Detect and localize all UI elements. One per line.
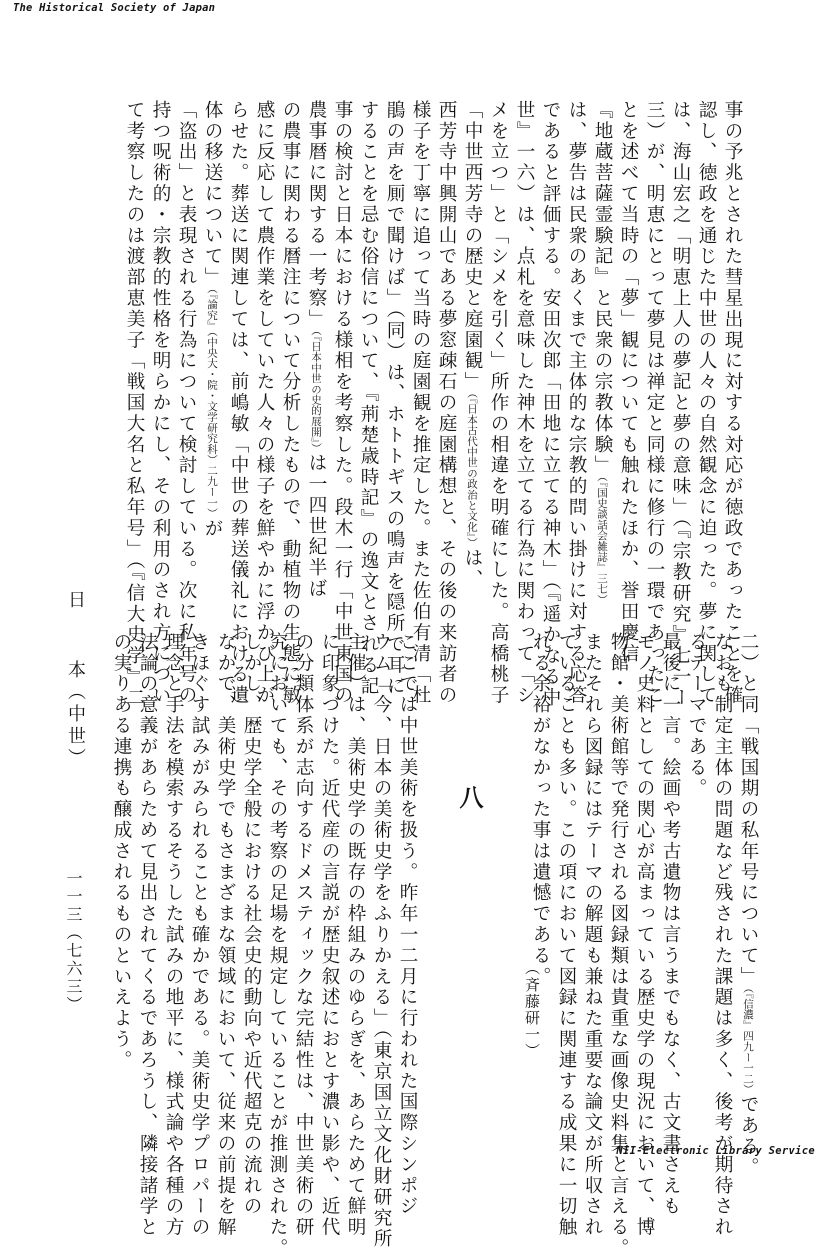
- text-line: 感に反応して農作業をしていた人々の様子を鮮やかに浮かび上が: [254, 100, 275, 707]
- page-footer-source: NII-Electronic Library Service: [616, 1145, 815, 1157]
- text-line: しかし、歴史学全般における社会史的動向や近代超克の流れの: [241, 632, 262, 1218]
- text-line: 認し、徳政を通じた中世の人々の自然観念に迫った。夢に関して: [696, 100, 717, 707]
- running-head-part2: 本（中世）: [65, 660, 86, 770]
- text-line: 二）と同「戦国期の私年号について」（『信濃』四九ー一二）である。: [738, 632, 759, 1179]
- body-text-upper: [121, 100, 745, 708]
- text-line: 鵑の声を厠で聞けば」（同）は、ホトトギスの鳴声を隠所で耳に: [384, 100, 405, 697]
- text-line: れる余裕がなかった事は遺憾である。: [530, 632, 551, 988]
- section-heading: 八: [455, 785, 484, 809]
- text-line: メを立つ」と「シメを引く」所作の相違を明確にした。高橋桃子: [488, 100, 509, 707]
- body-text-lower-left: [108, 632, 420, 1259]
- text-line: モノ史料としての関心が高まっている歴史学の現況において、博: [634, 632, 655, 1239]
- text-line: の実りある連携も醸成されるものといえよう。: [111, 632, 132, 1071]
- text-line: なかで、美術史学でもさまざまな領域において、従来の前提を解: [215, 632, 236, 1239]
- text-line: することを忌む俗信について、『荊楚歳時記』の逸文とされる記: [358, 100, 379, 697]
- author-signature: （斉藤研一）: [523, 960, 541, 1060]
- text-line: 法論の意義があらためて見出されてくるであろうし、隣接諸学と: [137, 632, 158, 1239]
- text-line: の農事に関わる暦注について分析したもので、動植物の生態に敏: [280, 100, 301, 707]
- text-line: 物館・美術館等で発行される図録類は貴重な画像史料集と言える。: [608, 632, 629, 1259]
- text-line: ていることも多い。この項において図録に関連する成果に一切触: [556, 632, 577, 1239]
- text-line: に印象づけた。近代産の言説が歴史叙述におとす濃い影や、近代: [319, 632, 340, 1239]
- text-line: 究においても、その考察の足場を規定していることが推測された。: [267, 632, 288, 1259]
- text-line: 最後に一言。絵画や考古遺物は言うまでもなく、古文書さえも: [660, 632, 681, 1218]
- text-line: ここでは中世美術を扱う。昨年一二月に行われた国際シンポジ: [397, 632, 418, 1218]
- text-line: きほぐす試みがみられることも確かである。美術史学プロパーの: [189, 632, 210, 1239]
- text-line: なおも制定主体の問題など残された課題は多く、後考が期待され: [712, 632, 733, 1239]
- text-line: 「中世西芳寺の歴史と庭園観」（『日本古代中世の政治と文化』）は、: [462, 100, 483, 590]
- body-text-lower-right: [527, 632, 761, 1259]
- running-head: [62, 590, 88, 770]
- text-line: は、夢告は民衆のあくまで主体的な宗教的問い掛けに対する応答: [566, 100, 587, 707]
- text-line: 農事暦に関する一考察」（『日本中世の史的展開』）は一四世紀半ば: [306, 100, 327, 600]
- text-line: るテーマである。: [686, 632, 707, 800]
- text-line: らせた。葬送に関連しては、前嶋敏「中世の葬送儀礼における遺: [228, 100, 249, 707]
- text-line: とを述べて当時の「夢」観についても触れたほか、誉田慶信: [618, 100, 639, 665]
- text-line: 事の予兆とされた彗星出現に対する対応が徳政であったことを確: [722, 100, 743, 707]
- text-line: 事の検討と日本における様相を考察した。段木一行「中世東国の: [332, 100, 353, 707]
- text-line: 主催）は、美術史学の既存の枠組みのゆらぎを、あらためて鮮明: [345, 632, 366, 1239]
- page-number: 一一三（七六三）: [64, 870, 83, 1014]
- text-line: の分類体系が志向するドメスティックな完結性は、中世美術の研: [293, 632, 314, 1239]
- text-line: ウム「今、日本の美術史学をふりかえる」（東京国立文化財研究所: [371, 632, 392, 1250]
- text-line: 様子を丁寧に追って当時の庭園観を推定した。また佐伯有清「杜: [410, 100, 431, 707]
- text-line: て考察したのは渡部恵美子「戦国大名と私年号」（『信大史学』二: [124, 100, 145, 709]
- page-header-source: The Historical Society of Japan: [13, 2, 216, 14]
- text-line: であると評価する。安田次郎「田地に立てる神木」（『遥かなる中: [540, 100, 561, 709]
- text-line: 持つ呪術的・宗教的性格を明らかにし、その利用のされ方につい: [150, 100, 171, 707]
- text-line: 『地蔵菩薩霊験記』と民衆の宗教体験」（『国史談話会雑誌』三七）: [592, 100, 613, 605]
- text-line: 三）が、明恵にとって夢見は禅定と同様に修行の一環であったこ: [644, 100, 665, 707]
- running-head-part1: 日: [65, 590, 86, 612]
- text-line: 世』一六）は、点札を意味した神木を立てる行為に関わって「シ: [514, 100, 535, 707]
- text-line: 体の移送について」（『論究』（中央大・院・文学研究科）二九ー一）が: [202, 100, 223, 540]
- text-line: またそれら図録にはテーマの解題も兼ねた重要な論文が所収され: [582, 632, 603, 1239]
- text-line: 理念と手法を模索するそうした試みの地平に、様式論や各種の方: [163, 632, 184, 1239]
- text-line: 西芳寺中興開山である夢窓疎石の庭園構想と、その後の来訪者の: [436, 100, 457, 707]
- text-line: は、海山宏之「明恵上人の夢記と夢の意味」（『宗教研究』七一ー: [670, 100, 691, 709]
- text-line: 「盗出」と表現される行為について検討している。次に私年号の: [176, 100, 197, 707]
